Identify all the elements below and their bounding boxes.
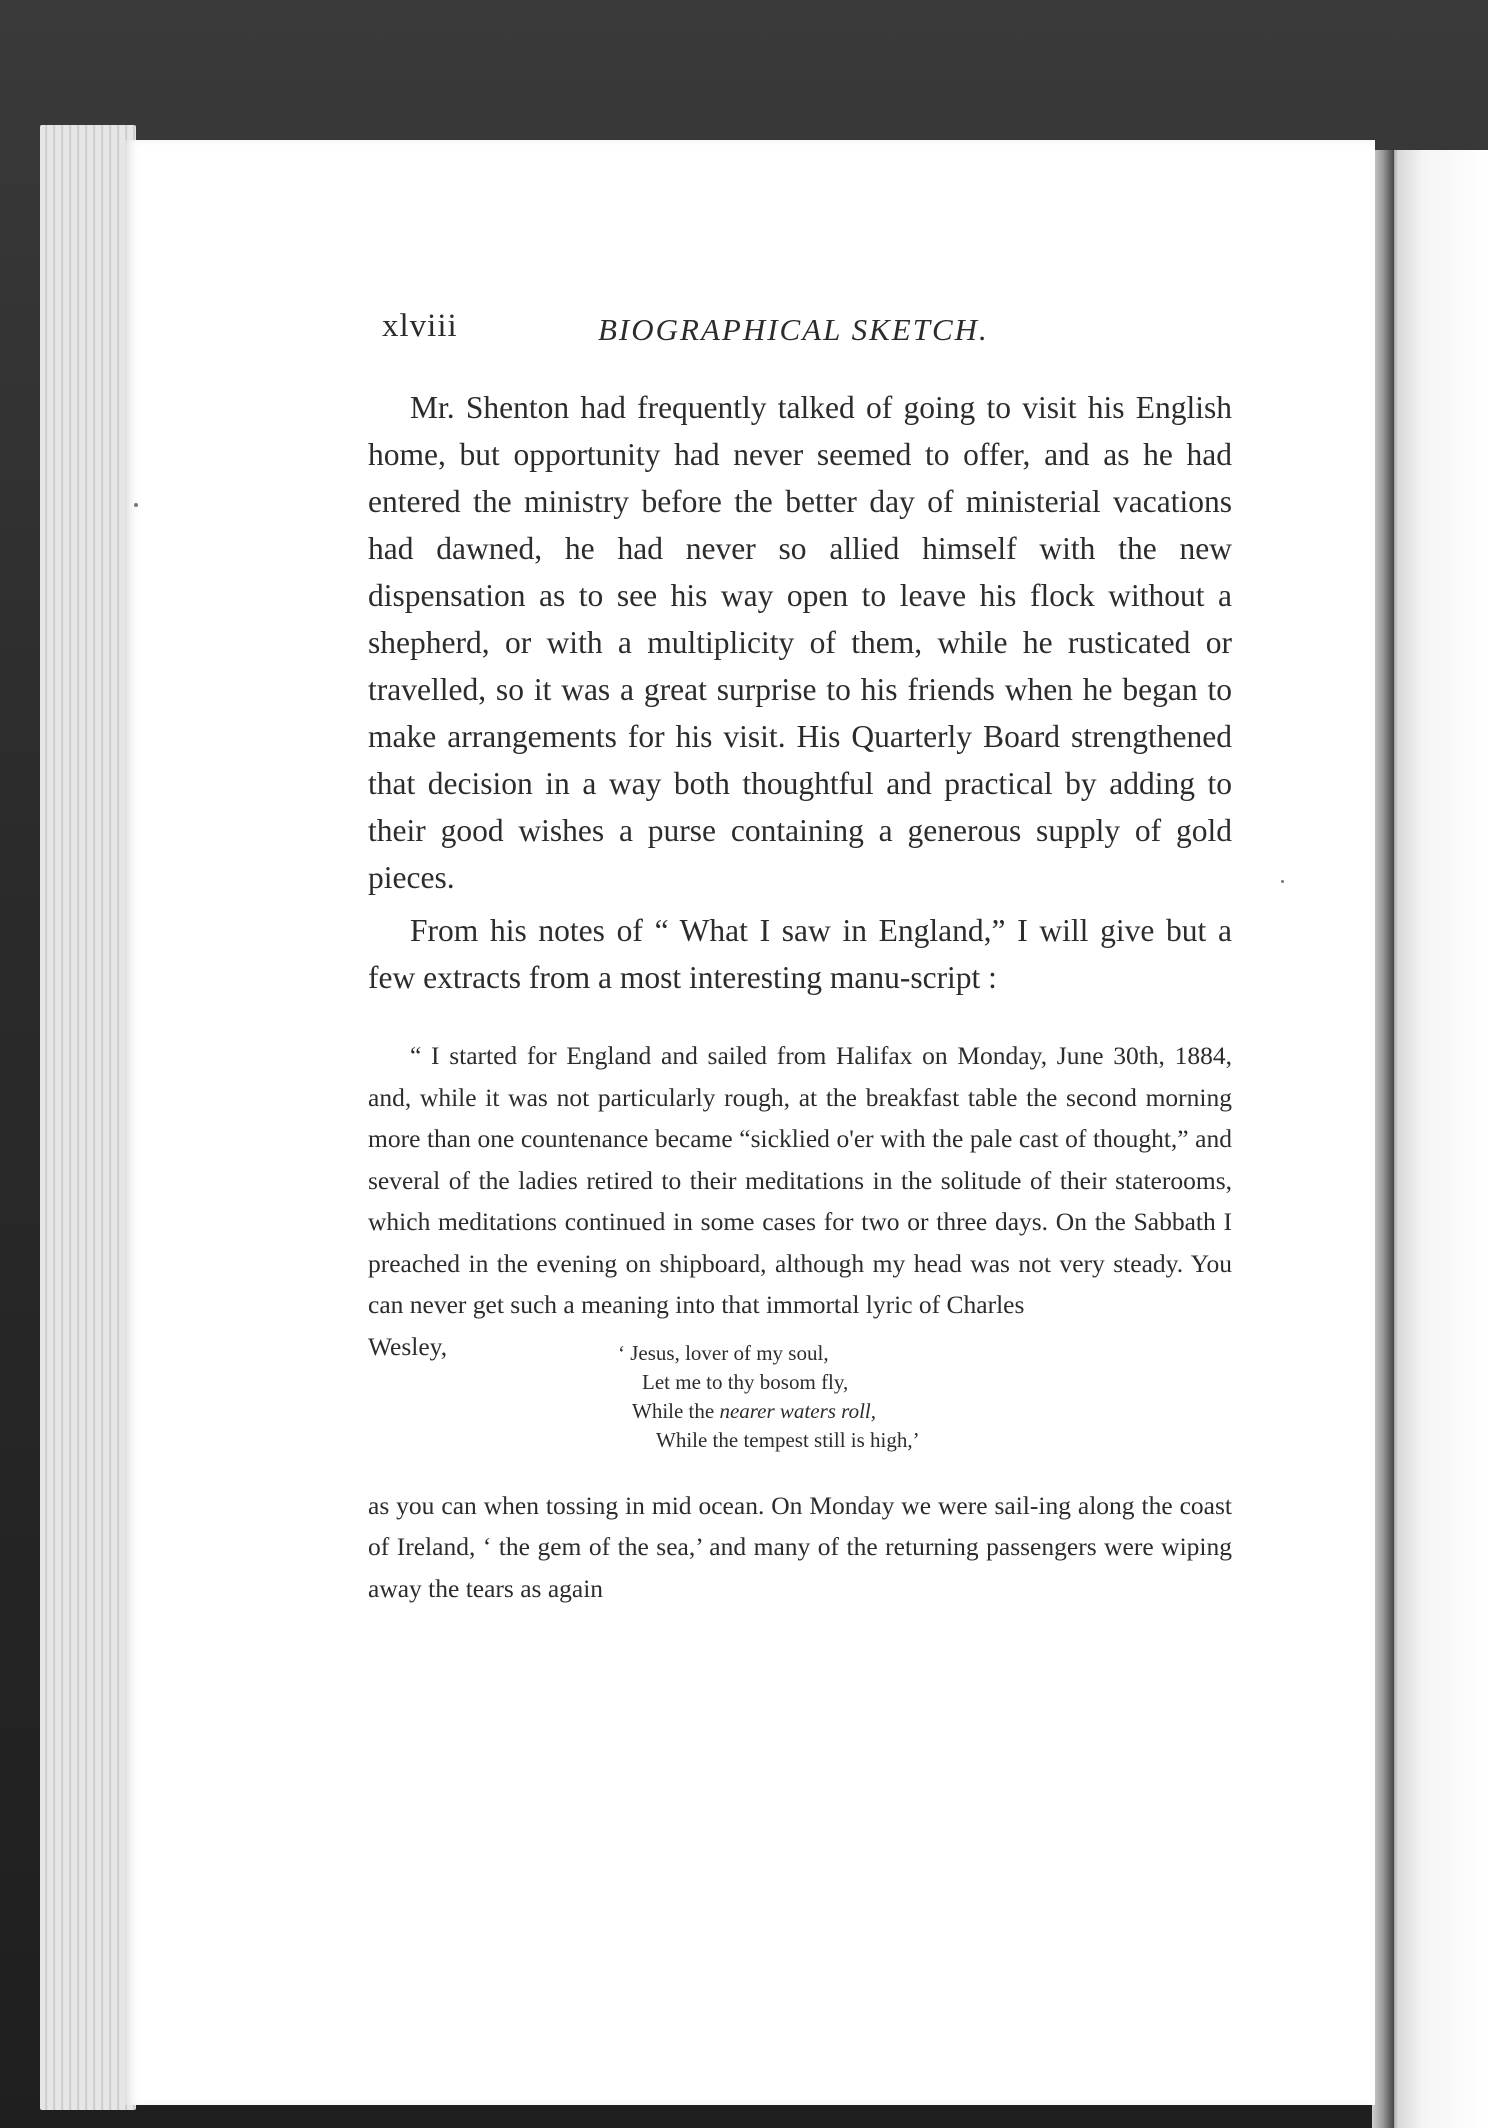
poem-excerpt [618, 1339, 1232, 1455]
running-head: BIOGRAPHICAL SKETCH. [598, 312, 989, 347]
scan-speck [1281, 880, 1284, 883]
poem-line-italic: nearer waters roll, [719, 1398, 876, 1423]
scan-speck [134, 503, 138, 507]
stacked-page-edges [40, 125, 136, 2110]
poem-line-text: While the [632, 1398, 720, 1423]
text-block [368, 308, 1232, 1609]
page-number: xlviii [382, 308, 458, 344]
quoted-passage: “ I started for England and sailed from Halifax on Monday, June 30th, 1884, and, while it was not particularly rough, at the breakfast table the second morning more than one countenance became “sicklied o'er with the pale cast of thought,” and several of the ladies retired to their meditations in the solitude of their staterooms, which meditations continued in some cases for two or three days. On the Sabbath I preached in the evening on shipboard, although my head was not very steady. You can never get such a meaning into that immortal lyric of Charles [368, 1041, 1232, 1319]
page-header [368, 308, 1232, 358]
quoted-passage-line: Wesley, [368, 1331, 448, 1361]
paragraph: Mr. Shenton had frequently talked of going to visit his English home, but opportunity had never seemed to offer, and as he had entered the ministry before the better day of ministerial vacations had dawned, he had never so allied himself with the new dispensation as to see his way open to leave his flock without a shepherd, or with a multiplicity of them, while he rusticated or travelled, so it was a great surprise to his friends when he began to make arrangements for his visit. His Quarterly Board strengthened that decision in a way both thoughtful and practical by adding to their good wishes a purse containing a generous supply of gold pieces. [368, 390, 1232, 895]
page-gutter-shadow [1372, 150, 1394, 2128]
poem-line [632, 1397, 1232, 1426]
poem-line: ‘ Jesus, lover of my soul, [618, 1340, 829, 1365]
paragraph: From his notes of “ What I saw in England,” I will give but a few extracts from a most interesting manu-script : [368, 913, 1232, 995]
poem-line: While the tempest still is high,’ [656, 1427, 920, 1452]
quoted-passage-continued: as you can when tossing in mid ocean. On Monday we were sail-ing along the coast of Ireland, ‘ the gem of the sea,’ and many of the returning passengers were wiping away the tears as again [368, 1490, 1232, 1603]
poem-line: Let me to thy bosom fly, [642, 1369, 849, 1394]
facing-page-edge [1392, 150, 1488, 2128]
